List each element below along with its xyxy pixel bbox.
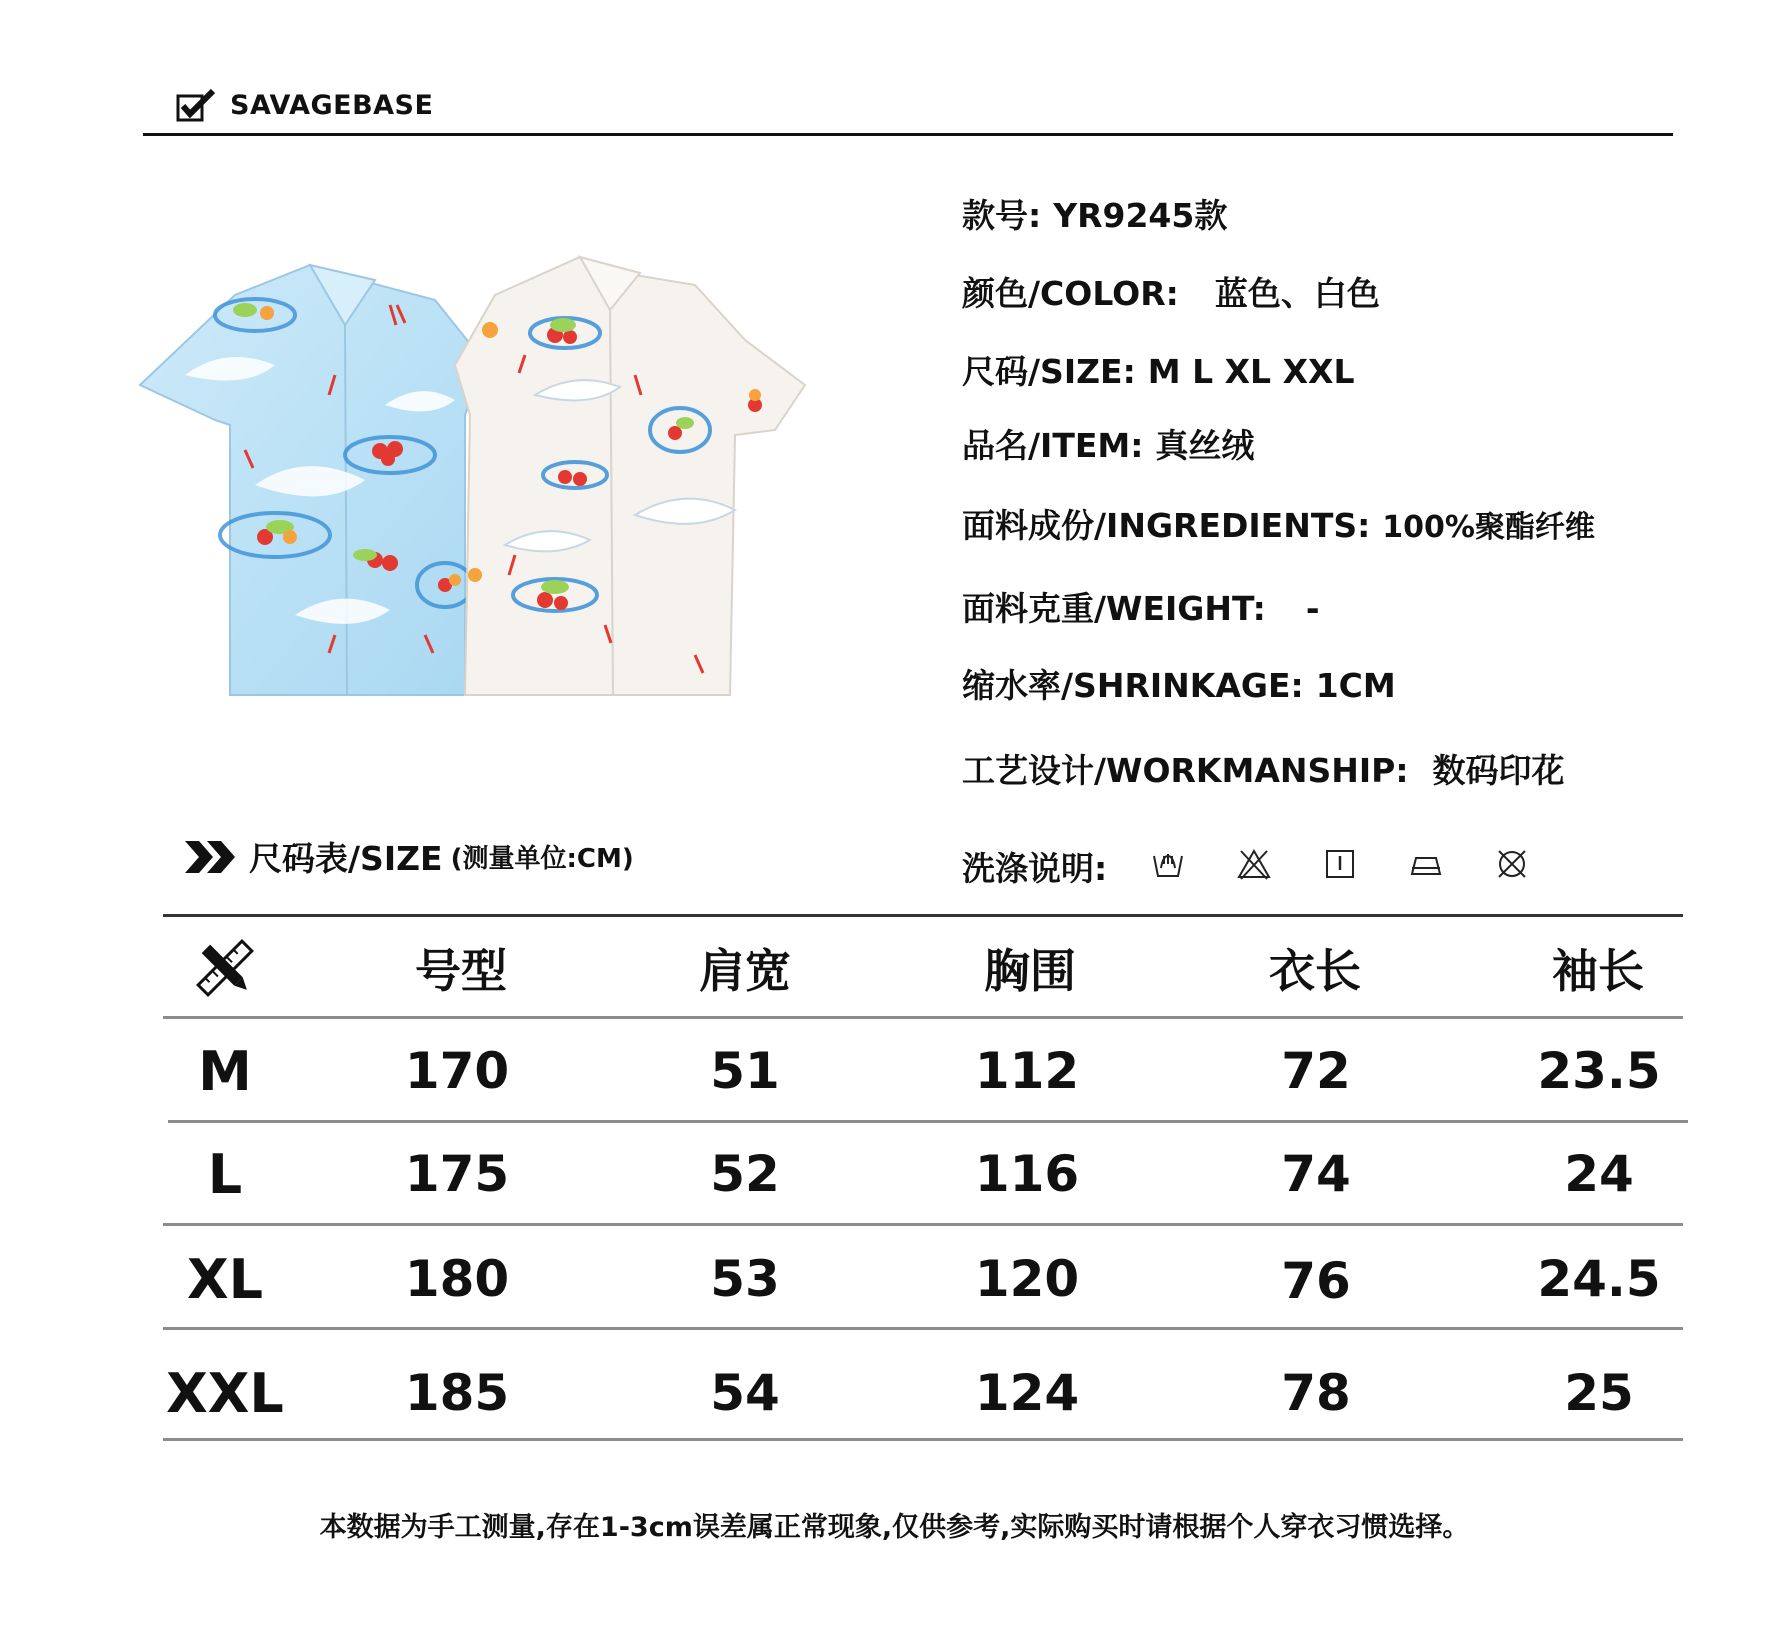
spec-weight: 面料克重/WEIGHT: - — [962, 589, 1320, 628]
spec-shrinkage: 缩水率/SHRINKAGE: 1CM — [962, 666, 1396, 705]
table-rule — [168, 1120, 1688, 1123]
table-cell: 180 — [404, 1250, 510, 1308]
table-cell: 185 — [404, 1364, 510, 1422]
table-cell: 72 — [1281, 1042, 1351, 1100]
table-cell: 51 — [710, 1042, 780, 1100]
spec-item: 品名/ITEM: 真丝绒 — [962, 426, 1255, 465]
blue-shirt — [140, 265, 495, 695]
table-rule-top — [163, 914, 1683, 917]
spec-workmanship: 工艺设计/WORKMANSHIP: 数码印花 — [962, 751, 1565, 790]
table-cell: 25 — [1564, 1364, 1634, 1422]
table-cell: 52 — [710, 1145, 780, 1203]
no-dry-clean-icon — [1494, 846, 1530, 882]
table-cell: 76 — [1281, 1252, 1351, 1310]
table-cell: 24.5 — [1537, 1250, 1661, 1308]
col-header-sleeve: 袖长 — [1552, 944, 1644, 998]
spec-ingredients: 面料成份/INGREDIENTS: 100%聚酯纤维 — [962, 506, 1595, 545]
double-chevron-right-icon — [183, 837, 239, 877]
size-label-m: M — [198, 1040, 252, 1103]
header-divider — [143, 133, 1673, 136]
col-header-chest: 胸围 — [984, 944, 1076, 998]
table-cell: 124 — [974, 1364, 1080, 1422]
table-cell: 24 — [1564, 1145, 1634, 1203]
spec-style-number: 款号: YR9245款 — [962, 196, 1228, 235]
col-header-model: 号型 — [415, 944, 507, 998]
product-image — [135, 255, 925, 705]
table-cell: 53 — [710, 1250, 780, 1308]
table-cell: 74 — [1281, 1145, 1351, 1203]
size-label-l: L — [207, 1143, 243, 1206]
no-bleach-icon — [1236, 846, 1272, 882]
hand-wash-icon — [1150, 846, 1186, 882]
table-cell: 23.5 — [1537, 1042, 1661, 1100]
table-rule — [163, 1327, 1683, 1330]
size-chart-heading — [183, 833, 634, 880]
brand-name: SAVAGEBASE — [230, 89, 434, 121]
ruler-pencil-icon — [190, 935, 260, 1001]
col-header-shoulder: 肩宽 — [699, 944, 791, 998]
table-rule-bottom — [163, 1438, 1683, 1441]
table-rule — [163, 1223, 1683, 1226]
table-cell: 116 — [974, 1145, 1080, 1203]
wash-label: 洗涤说明: — [962, 849, 1108, 888]
table-cell: 170 — [404, 1042, 510, 1100]
iron-icon — [1408, 846, 1444, 882]
table-cell: 175 — [404, 1145, 510, 1203]
tumble-dry-icon — [1322, 846, 1358, 882]
size-label-xl: XL — [186, 1248, 264, 1311]
checkbox-check-icon — [176, 88, 216, 122]
size-label-xxl: XXL — [166, 1362, 284, 1425]
size-chart-unit: (测量单位:CM) — [450, 844, 634, 874]
spec-size: 尺码/SIZE: M L XL XXL — [962, 352, 1355, 391]
white-shirt — [455, 257, 805, 695]
col-header-length: 衣长 — [1269, 944, 1361, 998]
spec-color: 颜色/COLOR: 蓝色、白色 — [962, 274, 1380, 313]
table-rule — [163, 1016, 1683, 1019]
measurement-note: 本数据为手工测量,存在1-3cm误差属正常现象,仅供参考,实际购买时请根据个人穿衣习惯选择。 — [319, 1512, 1470, 1543]
table-cell: 112 — [974, 1042, 1080, 1100]
brand-header — [176, 88, 433, 122]
table-cell: 78 — [1281, 1364, 1351, 1422]
table-cell: 54 — [710, 1364, 780, 1422]
table-cell: 120 — [974, 1250, 1080, 1308]
size-chart-title: 尺码表/SIZE — [249, 839, 443, 878]
